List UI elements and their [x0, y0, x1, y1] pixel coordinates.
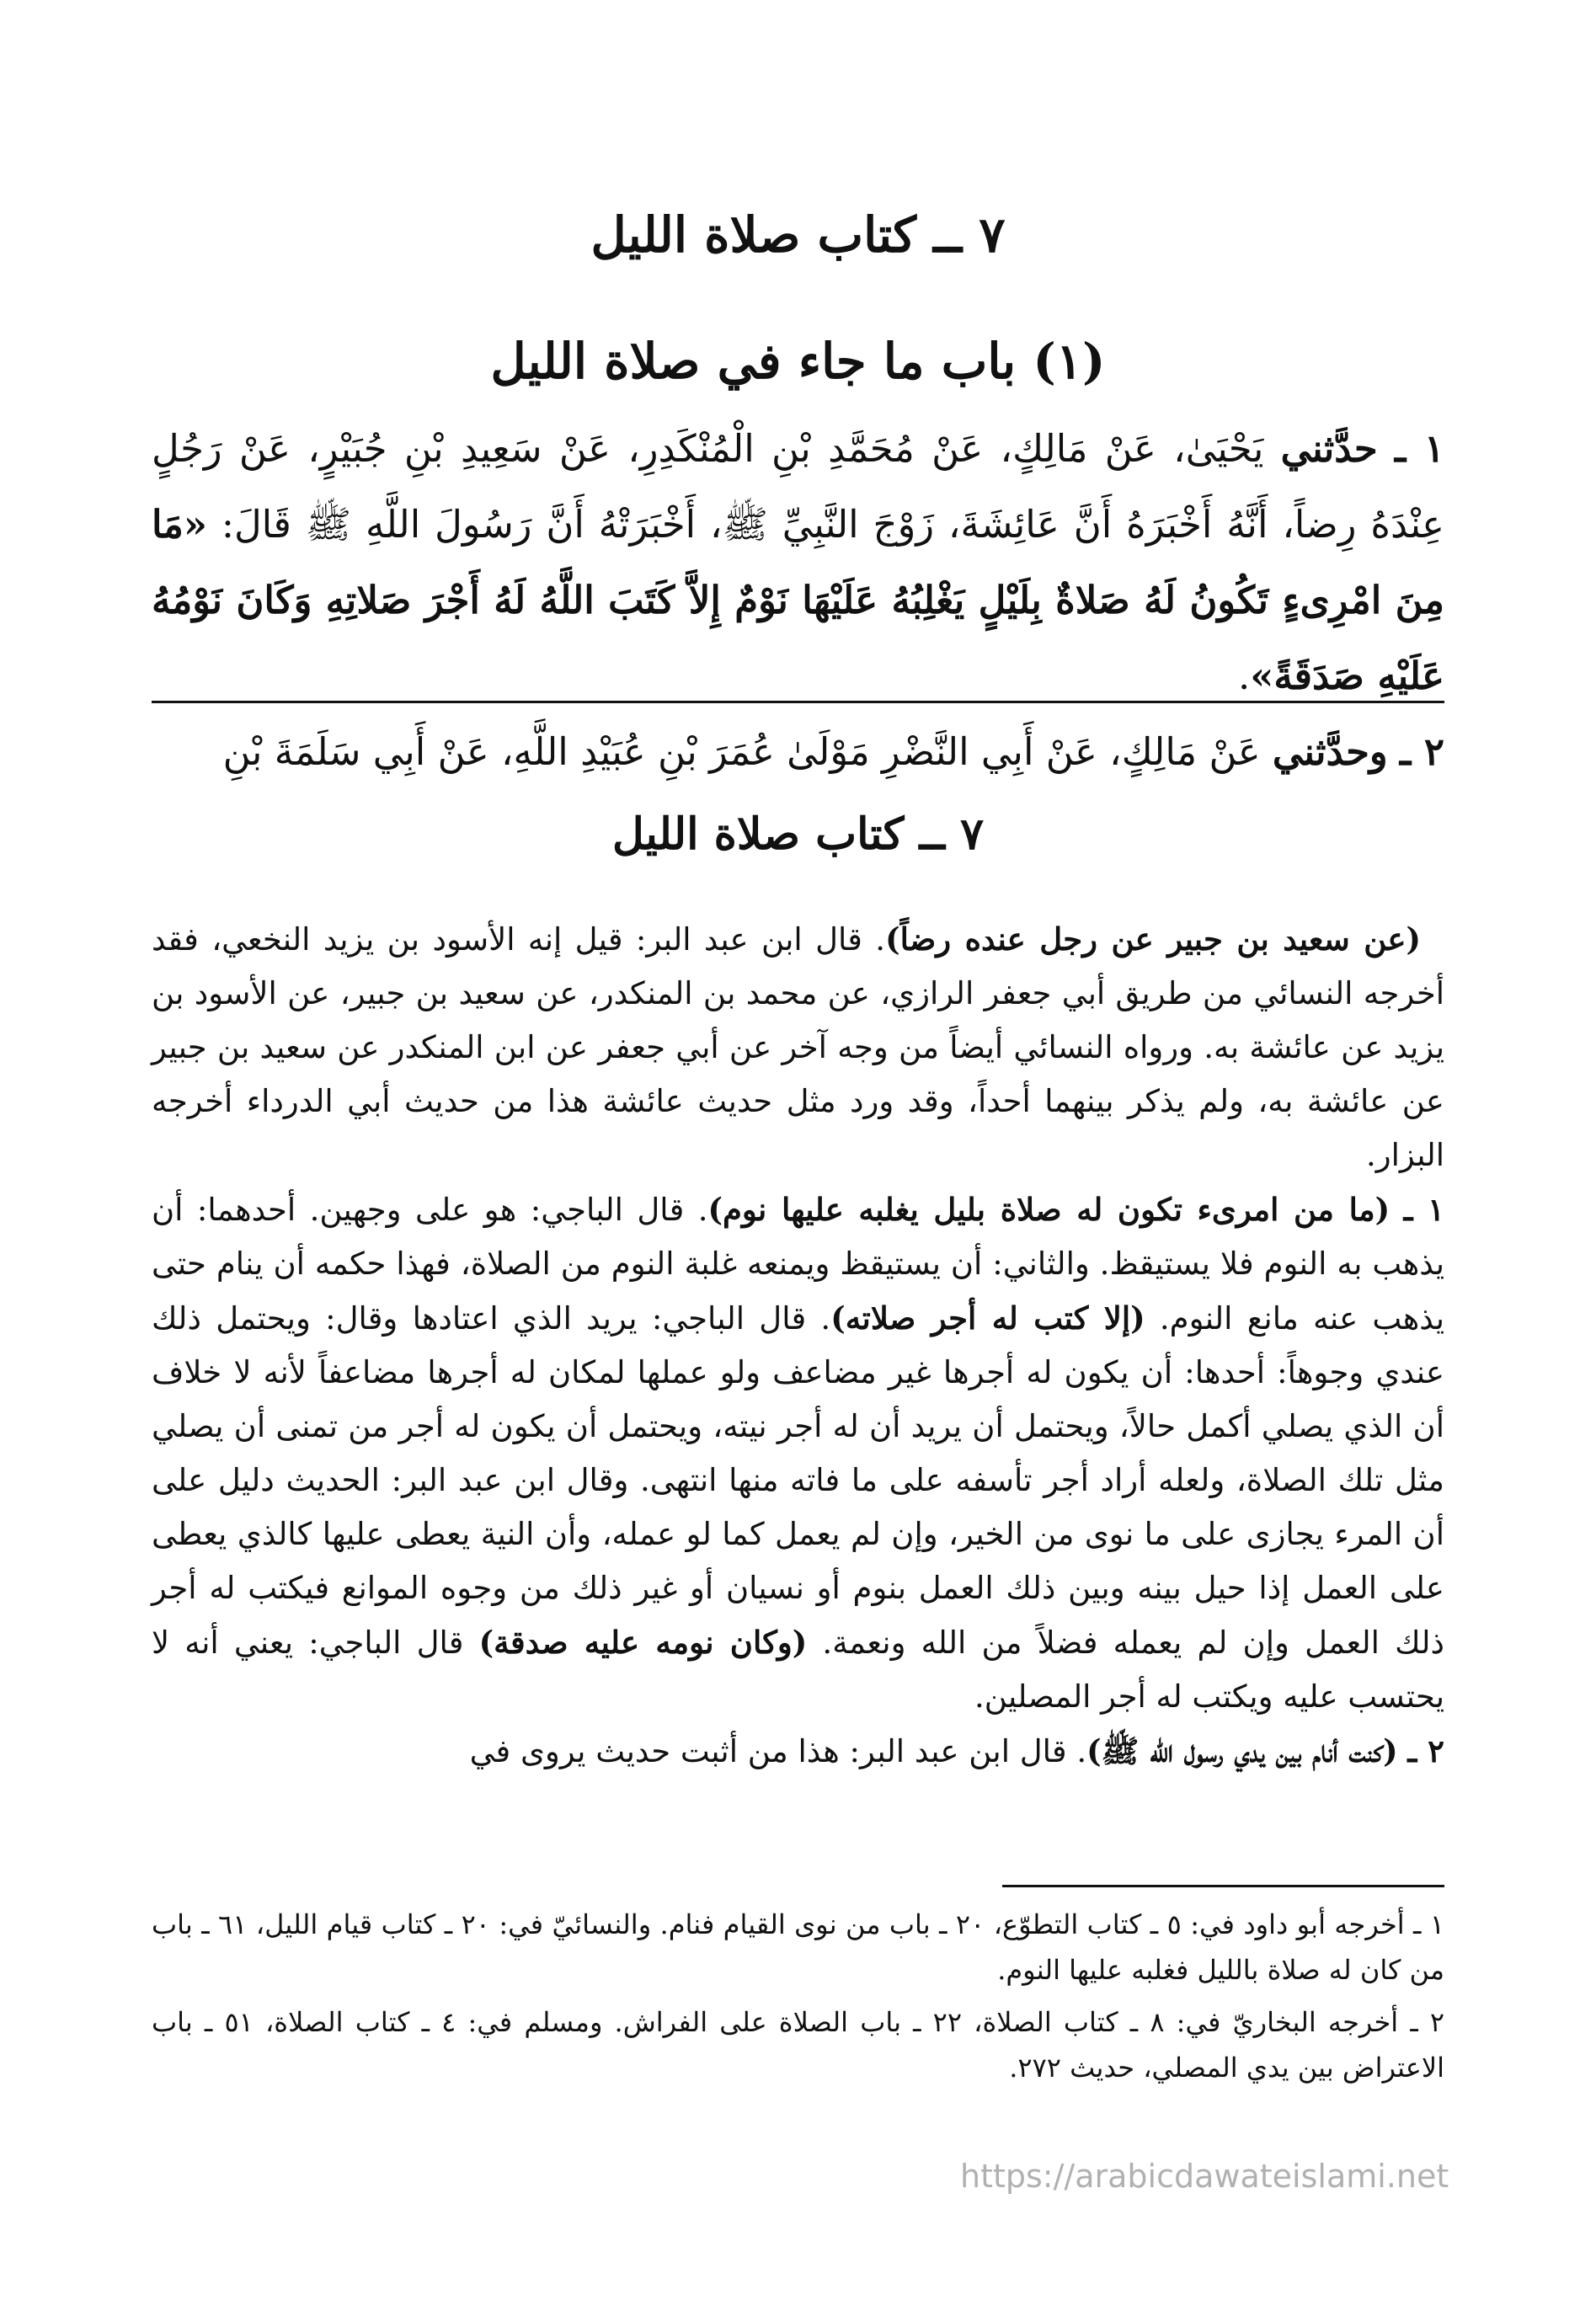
- footnote-1: ١ ـ أخرجه أبو داود في: ٥ ـ كتاب التطوّع، ٢٠ ـ باب من نوى القيام فنام. والنسائيّ في: ٢٠ ـ كتاب قيام الليل، ٦١ ـ باب من كان له صلاة بالليل فغلبه عليها النوم.: [152, 1908, 1445, 1986]
- book-title-commentary: ٧ ــ كتاب صلاة الليل: [611, 808, 985, 860]
- commentary-para-2-body-3: قال الباجي: يعني أنه لا يحتسب عليه ويكتب له أجر المصلين.: [152, 1625, 1444, 1715]
- watermark-url: https://arabicdawateislami.net: [960, 2158, 1449, 2195]
- hadith-1-lead: حدَّثني: [1280, 426, 1378, 471]
- commentary-para-2-body-1: . قال الباجي: هو على وجهين. أحدهما: أن يذهب به النوم فلا يستيقظ. والثاني: أن يستيقظ ويمنعه غلبة النوم من الصلاة، فهذا حكمه أن ينام حتى يذهب عنه مانع النوم.: [152, 1192, 1444, 1337]
- book-title-top: ٧ ــ كتاب صلاة الليل: [590, 206, 1006, 264]
- commentary-para-2-heading-2: (إلا كتب له أجر صلاته): [830, 1299, 1145, 1337]
- footnotes: [152, 1902, 1444, 2097]
- hadith-1-end: .: [1237, 654, 1251, 698]
- commentary-para-2: [152, 1182, 1444, 1724]
- chapter-title: (١) باب ما جاء في صلاة الليل: [490, 333, 1106, 390]
- commentary-para-2-body-2: . قال الباجي: يريد الذي اعتادها وقال: ويحتمل ذلك عندي وجوهاً: أحدها: أن يكون له أجرها غير مضاعف ولو عملها لمكان له أجرها مضاعفاً لأنه لا خلاف أن الذي يصلي أكمل حالاً، ويحتمل أن يريد أن له أجر نيته، ويحتمل أن يكون له أجر من تمنى أن يصلي مثل تلك الصلاة، ولعله أراد أجر تأسفه على ما فاته منها انتهى. وقال ابن عبد البر: الحديث دليل على أن المرء يجازى على ما نوى من الخير، وإن لم يعمل كما لو عمله، وأن النية يعطى عليها كالذي يعطى على العمل إذا حيل بينه وبين ذلك العمل بنوم أو نسيان أو غير ذلك من وجوه الموانع فيكتب له أجر ذلك العمل وإن لم يعمله فضلاً من الله ونعمة.: [152, 1300, 1444, 1661]
- commentary-para-3-heading: (كنت أنام بين يدي رسول الله ﷺ): [1086, 1732, 1398, 1769]
- hadith-2-lead: وحدَّثني: [1272, 729, 1388, 774]
- hadith-2: [152, 714, 1444, 790]
- commentary-text: [152, 912, 1444, 1779]
- commentary-para-2-heading-3: (وكان نومه عليه صدقة): [478, 1624, 808, 1661]
- hadith-2-number: ٢ ـ: [1399, 729, 1444, 774]
- hadith-1-isnad: يَحْيَىٰ، عَنْ مَالِكٍ، عَنْ مُحَمَّدِ بْنِ الْمُنْكَدِرِ، عَنْ سَعِيدِ بْنِ جُبَيْرٍ، عَنْ رَجُلٍ عِنْدَهُ رِضاً، أَنَّهُ أَخْبَرَهُ أَنَّ عَائِشَةَ، زَوْجَ النَّبِيِّ ﷺ، أَخْبَرَتْهُ أَنَّ رَسُولَ اللَّهِ ﷺ قَالَ:: [152, 426, 1444, 547]
- commentary-para-2-heading: (ما من امرىء تكون له صلاة بليل يغلبه عليها نوم): [707, 1191, 1390, 1228]
- commentary-para-3-body: . قال ابن عبد البر: هذا من أثبت حديث يروى في: [469, 1733, 1087, 1769]
- footnote-2: ٢ ـ أخرجه البخاريّ في: ٨ ـ كتاب الصلاة، ٢٢ ـ باب الصلاة على الفراش. ومسلم في: ٤ ـ كتاب الصلاة، ٥١ ـ باب الاعتراض بين يدي المصلي، حديث ٢٧٢.: [152, 2006, 1445, 2084]
- section-divider: [152, 701, 1444, 703]
- hadith-1-number: ١ ـ: [1394, 426, 1444, 471]
- hadith-2-isnad: عَنْ مَالِكٍ، عَنْ أَبِي النَّضْرِ مَوْلَىٰ عُمَرَ بْنِ عُبَيْدِ اللَّهِ، عَنْ أَبِي سَلَمَةَ بْنِ: [222, 729, 1273, 774]
- hadith-1: [152, 411, 1444, 714]
- commentary-para-1-heading: (عن سعيد بن جبير عن رجل عنده رضاً): [885, 921, 1422, 958]
- commentary-para-1: [152, 912, 1444, 1182]
- commentary-para-2-number: ١ ـ: [1403, 1191, 1444, 1228]
- commentary-para-3: [152, 1724, 1444, 1779]
- matn-text: [152, 411, 1444, 790]
- commentary-para-1-body: . قال ابن عبد البر: قيل إنه الأسود بن يزيد النخعي، فقد أخرجه النسائي من طريق أبي جعفر الرازي، عن محمد بن المنكدر، عن سعيد بن جبير، عن الأسود بن يزيد عن عائشة به. ورواه النسائي أيضاً من وجه آخر عن أبي جعفر عن ابن المنكدر عن سعيد بن جبير عن عائشة به، ولم يذكر بينهما أحداً، وقد ورد مثل حديث عائشة هذا من حديث أبي الدرداء أخرجه البزار.: [152, 921, 1444, 1173]
- commentary-para-3-number: ٢ ـ: [1407, 1732, 1444, 1769]
- footnote-divider: [1002, 1885, 1444, 1887]
- hadith-1-matn: «مَا مِنَ امْرِىءٍ تَكُونُ لَهُ صَلاةٌ بِلَيْلٍ يَغْلِبُهُ عَلَيْهَا نَوْمٌ إِلاَّ كَتَبَ اللَّهُ لَهُ أَجْرَ صَلاتِهِ وَكَانَ نَوْمُهُ عَلَيْهِ صَدَقَةً»: [152, 502, 1444, 698]
